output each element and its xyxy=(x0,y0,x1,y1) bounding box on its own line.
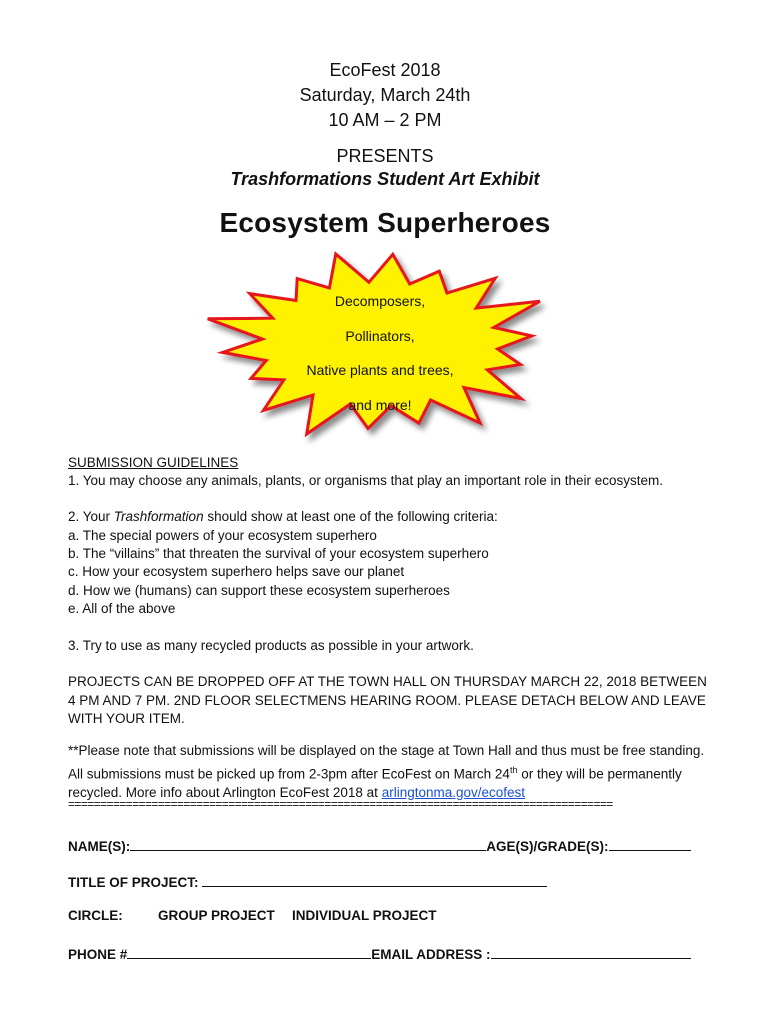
project-title-field[interactable] xyxy=(202,872,547,887)
guideline-2-suffix: should show at least one of the following criteria: xyxy=(203,509,498,524)
guideline-3: 3. Try to use as many recycled products as possible in your artwork. xyxy=(68,638,474,653)
individual-project-option[interactable]: INDIVIDUAL PROJECT xyxy=(292,908,437,923)
burst-line-more: and more! xyxy=(348,397,412,413)
guideline-2-italic: Trashformation xyxy=(113,509,204,524)
guidelines-heading: SUBMISSION GUIDELINES xyxy=(68,455,239,470)
names-label: NAME(S): xyxy=(68,839,131,854)
criteria-e: e. All of the above xyxy=(68,601,176,616)
burst-line-pollinators: Pollinators, xyxy=(345,328,415,344)
note-sup: th xyxy=(509,764,518,775)
criteria-d: d. How we (humans) can support these ecosystem superheroes xyxy=(68,583,450,598)
names-field[interactable] xyxy=(130,836,486,851)
separator-line: ===================================================================================== xyxy=(68,797,613,811)
note-part2: or they will be permanently recycled. More info about Arlington EcoFest 2018 at xyxy=(68,766,682,800)
names-row xyxy=(68,836,691,854)
contact-row xyxy=(68,944,691,962)
criteria-a: a. The special powers of your ecosystem superhero xyxy=(68,528,377,543)
phone-label: PHONE # xyxy=(68,947,128,962)
guideline-2-prefix: 2. Your xyxy=(68,509,114,524)
pickup-note xyxy=(68,742,708,802)
criteria-b: b. The “villains” that threaten the survival of your ecosystem superhero xyxy=(68,546,489,561)
phone-field[interactable] xyxy=(127,944,371,959)
burst-line-decomposers: Decomposers, xyxy=(334,293,426,309)
starburst-shape xyxy=(195,238,565,450)
event-name: EcoFest 2018 xyxy=(329,60,441,80)
age-grade-field[interactable] xyxy=(609,836,691,851)
age-grade-label: AGE(S)/GRADE(S): xyxy=(486,839,609,854)
note-part1: **Please note that submissions will be displayed on the stage at Town Hall and thus must be free standing. All submissions must be picked up from 2-3pm after EcoFest on March 24 xyxy=(68,743,705,781)
dropoff-notice: PROJECTS CAN BE DROPPED OFF AT THE TOWN HALL ON THURSDAY MARCH 22, 2018 BETWEEN 4 PM AND 7 PM. 2ND FLOOR SELECTMENS HEARING ROOM. PLEASE DETACH BELOW AND LEAVE WITH YOUR ITEM. xyxy=(68,674,707,726)
project-title-label: TITLE OF PROJECT: xyxy=(68,875,199,890)
group-project-option[interactable]: GROUP PROJECT xyxy=(158,908,275,923)
email-label: EMAIL ADDRESS : xyxy=(371,947,491,962)
page-title: Ecosystem Superheroes xyxy=(219,207,551,238)
circle-label: CIRCLE: xyxy=(68,908,123,923)
guideline-1: 1. You may choose any animals, plants, or organisms that play an important role in their ecosystem. xyxy=(68,473,664,488)
criteria-c: c. How your ecosystem superhero helps save our planet xyxy=(68,564,405,579)
ecofest-link[interactable]: arlingtonma.gov/ecofest xyxy=(381,784,526,800)
presents-label: PRESENTS xyxy=(336,146,434,166)
email-field[interactable] xyxy=(491,944,691,959)
exhibit-title: Trashformations Student Art Exhibit xyxy=(230,169,540,189)
event-date: Saturday, March 24th xyxy=(299,85,471,105)
title-row xyxy=(68,872,547,890)
event-time: 10 AM – 2 PM xyxy=(328,110,442,130)
guideline-2 xyxy=(68,508,498,527)
burst-line-native-plants: Native plants and trees, xyxy=(306,362,454,378)
